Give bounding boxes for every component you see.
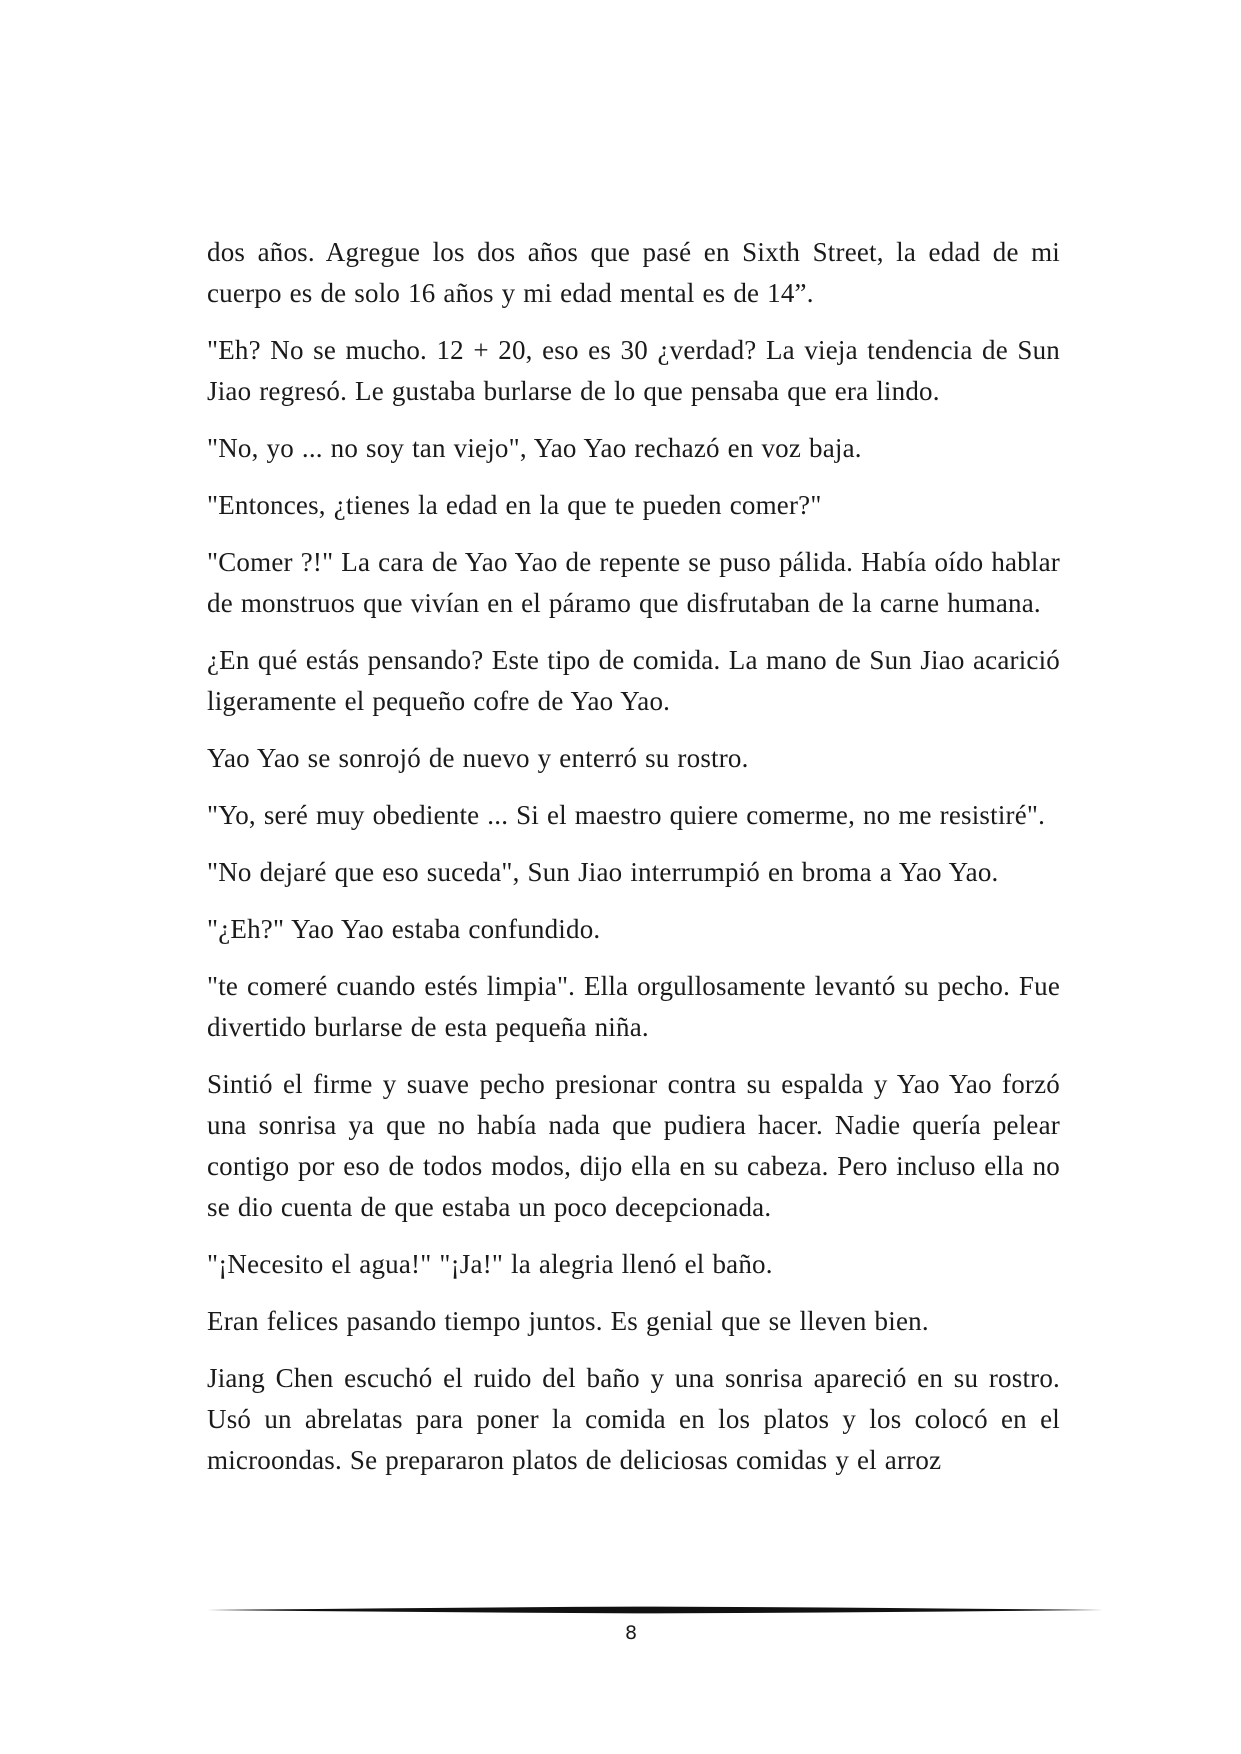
- page-body: [207, 232, 1060, 1497]
- paragraph: ¿En qué estás pensando? Este tipo de comida. La mano de Sun Jiao acarició ligeramente el pequeño cofre de Yao Yao.: [207, 645, 1060, 716]
- paragraph: Sintió el firme y suave pecho presionar contra su espalda y Yao Yao forzó una sonrisa ya que no había nada que pudiera hacer. Nadie quería pelear contigo por eso de todos modos, dijo ella en su cabeza. Pero incluso ella no se dio cuenta de que estaba un poco decepcionada.: [207, 1069, 1060, 1222]
- paragraph: "Eh? No se mucho. 12 + 20, eso es 30 ¿verdad? La vieja tendencia de Sun Jiao regresó. Le gustaba burlarse de lo que pensaba que era lindo.: [207, 335, 1060, 406]
- paragraph: "Entonces, ¿tienes la edad en la que te pueden comer?": [207, 490, 822, 520]
- paragraph: "Yo, seré muy obediente ... Si el maestro quiere comerme, no me resistiré".: [207, 800, 1046, 830]
- paragraph: "No, yo ... no soy tan viejo", Yao Yao rechazó en voz baja.: [207, 433, 862, 463]
- paragraph: "¡Necesito el agua!" "¡Ja!" la alegria llenó el baño.: [207, 1249, 773, 1279]
- paragraph: "¿Eh?" Yao Yao estaba confundido.: [207, 914, 601, 944]
- page-number: 8: [624, 1622, 638, 1644]
- paragraph: Eran felices pasando tiempo juntos. Es genial que se lleven bien.: [207, 1306, 929, 1336]
- paragraph: "No dejaré que eso suceda", Sun Jiao interrumpió en broma a Yao Yao.: [207, 857, 999, 887]
- paragraph: dos años. Agregue los dos años que pasé en Sixth Street, la edad de mi cuerpo es de solo 16 años y mi edad mental es de 14”.: [207, 237, 1060, 308]
- paragraph: "Comer ?!" La cara de Yao Yao de repente se puso pálida. Había oído hablar de monstruos que vivían en el páramo que disfrutaban de la carne humana.: [207, 547, 1060, 618]
- paragraph: "te comeré cuando estés limpia". Ella orgullosamente levantó su pecho. Fue divertido burlarse de esta pequeña niña.: [207, 971, 1060, 1042]
- footer-divider: [207, 1606, 1103, 1614]
- paragraph: Yao Yao se sonrojó de nuevo y enterró su rostro.: [207, 743, 749, 773]
- paragraph: Jiang Chen escuchó el ruido del baño y una sonrisa apareció en su rostro. Usó un abrelatas para poner la comida en los platos y los colocó en el microondas. Se prepararon platos de deliciosas comidas y el arroz: [207, 1363, 1060, 1475]
